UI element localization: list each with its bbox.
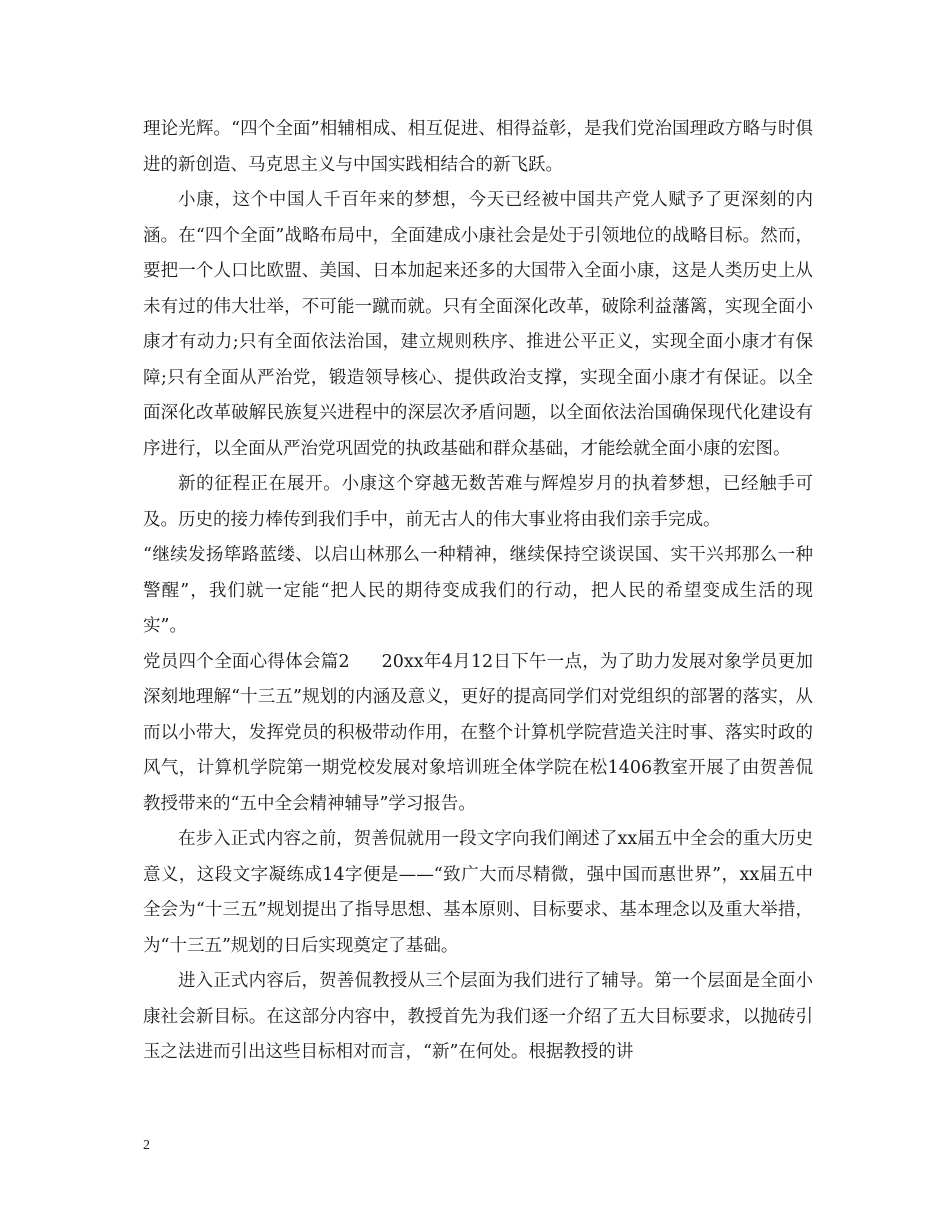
page-number: 2 — [143, 1138, 150, 1153]
document-body — [143, 112, 813, 1071]
paragraph: 进入正式内容后，贺善侃教授从三个层面为我们进行了辅导。第一个层面是全面小康社会新目标。在这部分内容中，教授首先为我们逐一介绍了五大目标要求，以抛砖引玉之法进而引出这些目标相对而言，“新”在何处。根据教授的讲 — [143, 971, 813, 1062]
section-paragraph — [143, 645, 813, 823]
section-title: 党员四个全面心得体会篇2 — [143, 651, 350, 672]
section-intro: 20xx年4月12日下午一点，为了助力发展对象学员更加深刻地理解“十三五”规划的内涵及意义，更好的提高同学们对党组织的部署的落实，从而以小带大，发挥党员的积极带动作用，在整个计算机学院营造关注时事、落实时政的风气，计算机学院第一期党校发展对象培训班全体学院在松1406教室开展了由贺善侃教授带来的“五中全会精神辅导”学习报告。 — [143, 651, 813, 814]
paragraph: 新的征程正在展开。小康这个穿越无数苦难与辉煌岁月的执着梦想，已经触手可及。历史的接力棒传到我们手中，前无古人的伟大事业将由我们亲手完成。 — [143, 474, 813, 530]
paragraph: 小康，这个中国人千百年来的梦想，今天已经被中国共产党人赋予了更深刻的内涵。在“四个全面”战略布局中，全面建成小康社会是处于引领地位的战略目标。然而，要把一个人口比欧盟、美国、日本加起来还多的大国带入全面小康，这是人类历史上从未有过的伟大壮举，不可能一蹴而就。只有全面深化改革，破除利益藩篱，实现全面小康才有动力;只有全面依法治国，建立规则秩序、推进公平正义，实现全面小康才有保障;只有全面从严治党，锻造领导核心、提供政治支撑，实现全面小康才有保证。以全面深化改革破解民族复兴进程中的深层次矛盾问题，以全面依法治国确保现代化建设有序进行，以全面从严治党巩固党的执政基础和群众基础，才能绘就全面小康的宏图。 — [143, 190, 813, 459]
paragraph: 在步入正式内容之前，贺善侃就用一段文字向我们阐述了xx届五中全会的重大历史意义，这段文字凝练成14字便是——“致广大而尽精微，强中国而惠世界”，xx届五中全会为“十三五”规划提出了指导思想、基本原则、目标要求、基本理念以及重大举措，为“十三五”规划的日后实现奠定了基础。 — [143, 829, 813, 956]
paragraph: “继续发扬筚路蓝缕、以启山林那么一种精神，继续保持空谈误国、实干兴邦那么一种警醒”，我们就一定能“把人民的期待变成我们的行动，把人民的希望变成生活的现实”。 — [143, 545, 813, 636]
paragraph: 理论光辉。“四个全面”相辅相成、相互促进、相得益彰，是我们党治国理政方略与时俱进的新创造、马克思主义与中国实践相结合的新飞跃。 — [143, 119, 813, 175]
